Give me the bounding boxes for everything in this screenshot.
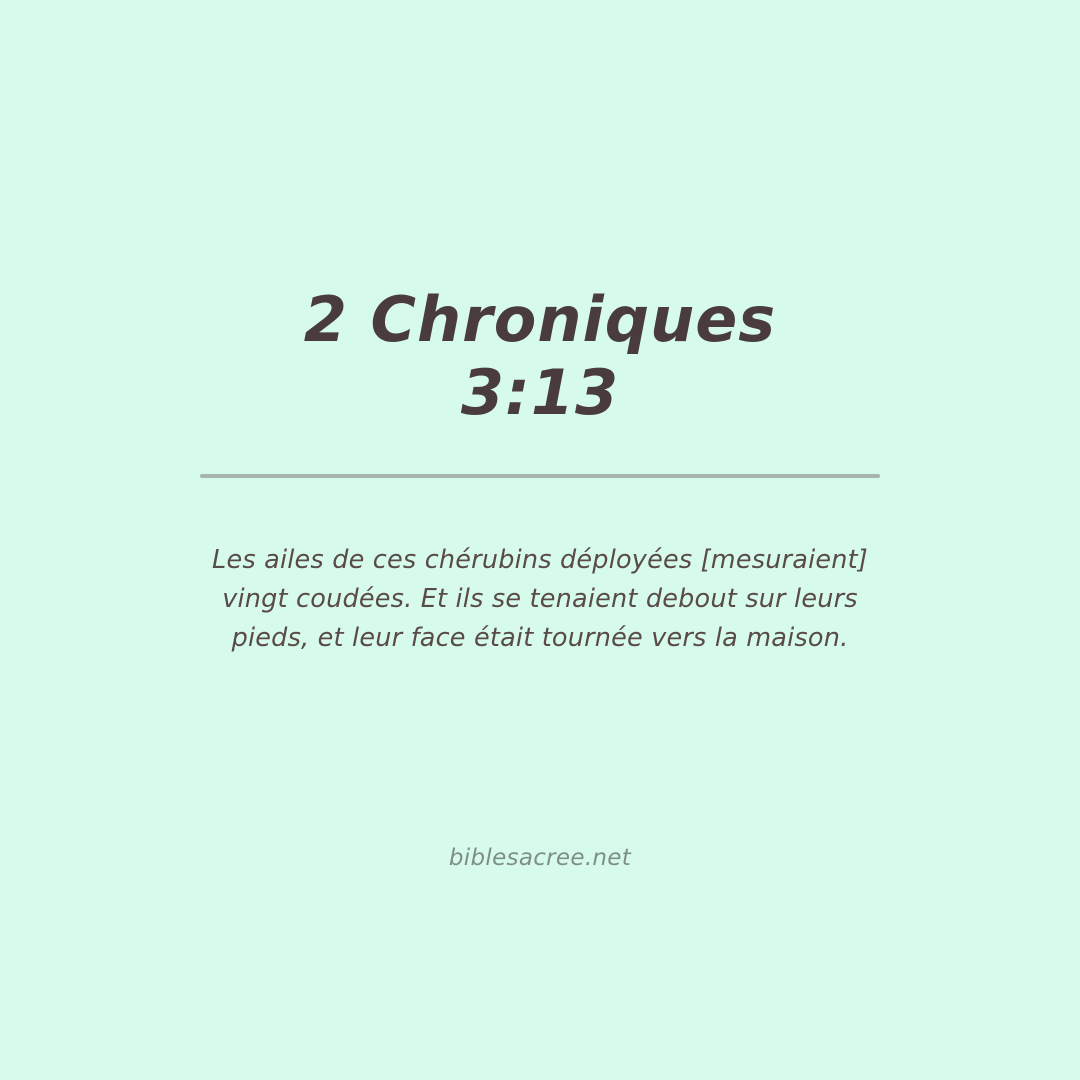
page-title [150, 283, 930, 429]
divider [200, 474, 880, 478]
title-reference-line: 3:13 [460, 356, 620, 430]
verse-text: Les ailes de ces chérubins déployées [mesuraient] vingt coudées. Et ils se tenaient debout sur leurs pieds, et leur face était tournée vers la maison. [212, 545, 868, 653]
footer-site-name: biblesacree.net [448, 845, 632, 871]
title-book-line: 2 Chroniques [303, 283, 777, 356]
